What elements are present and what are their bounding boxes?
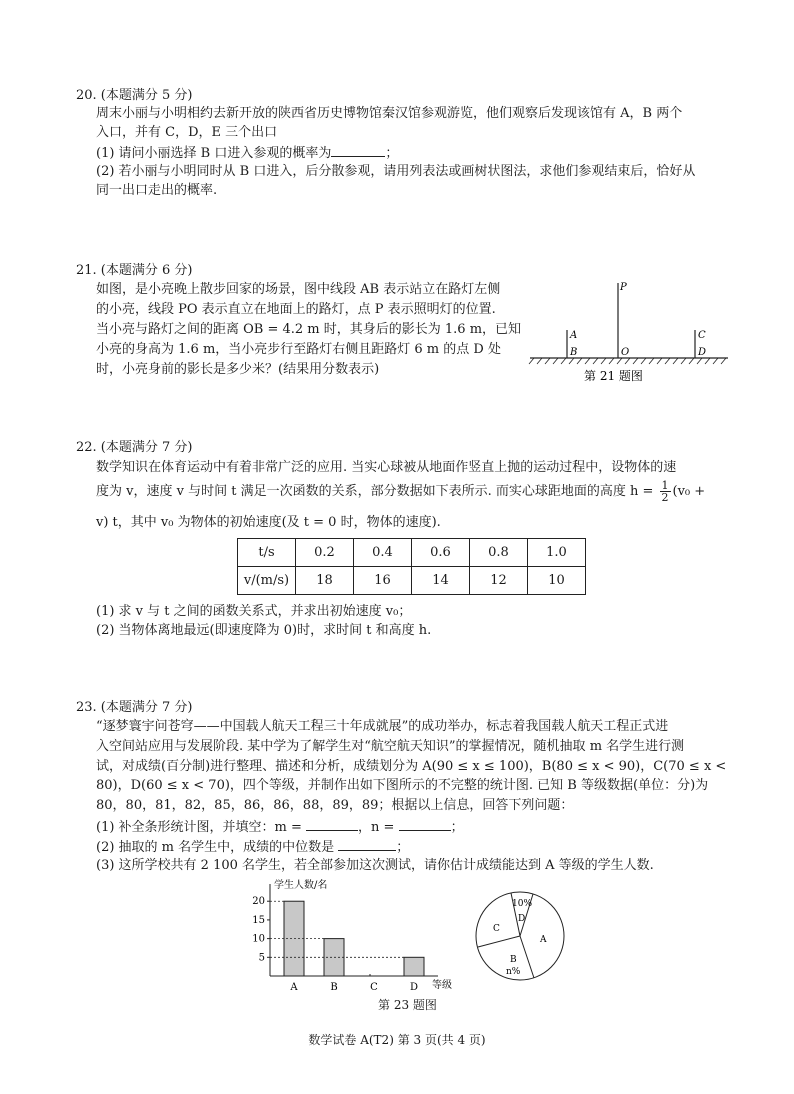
q22-line2-text: 度为 v，速度 v 与时间 t 满足一次函数的关系，部分数据如下表所示. 而实心球距地面的高度 h = [96,484,654,499]
pie-chart [470,886,570,986]
q21-line: 的小亮，线段 PO 表示直立在地面上的路灯，点 P 表示照明灯的位置. [96,302,496,317]
y-tick-label: 5 [258,952,265,964]
q21-caption: 第 21 题图 [584,369,643,383]
table-header-v: v/(m/s) [238,567,296,595]
x-tick-label: D [409,982,419,993]
pie-divider [478,936,520,947]
label-D: D [698,347,707,358]
table-row [238,539,586,567]
page-footer: 数学试卷 A(T2) 第 3 页(共 4 页) [308,1033,486,1047]
q23-part1-n: ，n = [358,820,395,835]
q22-header: 22. (本题满分 7 分) [76,440,193,455]
bar-D [404,957,424,976]
q23-part2-end: ； [396,840,410,855]
q22-part1: (1) 求 v 与 t 之间的函数关系式，并求出初始速度 v₀； [96,604,412,619]
q21-figure [522,278,732,408]
q22-line2-end: (v₀ + [672,484,706,499]
table-cell: 0.6 [412,539,470,567]
pie-label-n: n% [506,967,521,977]
q23-line: 80，80，81，82，85，86，86，88，89，89；根据以上信息，回答下列问题： [96,798,574,813]
frac-numerator: 1 [661,479,669,492]
pie-label-B: B [510,955,517,965]
q23-part1-end: ； [450,820,464,835]
q23-line: “逐梦寰宇问苍穹——中国载人航天工程三十年成就展”的成功举办，标志着我国载人航天工程正式进 [96,719,669,734]
table-cell: 18 [296,567,354,595]
label-P: P [620,282,627,293]
bar-chart [240,878,470,996]
q22-line3: v) t，其中 v₀ 为物体的初始速度(及 t = 0 时，物体的速度). [96,515,441,530]
q20-part2-line1: (2) 若小丽与小明同时从 B 口进入，后分散参观，请用列表法或画树状图法，求他们参观结束后，恰好从 [96,164,696,179]
fraction-one-half [660,480,671,503]
q21-line: 如图，是小亮晚上散步回家的场景，图中线段 AB 表示站立在路灯左侧 [96,282,501,297]
table-cell: 0.8 [470,539,528,567]
q23-part1-text: (1) 补全条形统计图，并填空：m = [96,820,302,835]
table-cell: 16 [354,567,412,595]
x-tick-label: B [330,982,338,993]
y-tick-label: 10 [252,933,265,945]
median-answer-blank[interactable] [338,839,396,851]
n-answer-blank[interactable] [399,819,451,831]
q22-line2 [96,480,705,504]
q20-part1-end: ； [385,146,399,161]
table-cell: 1.0 [528,539,586,567]
pie-label-A: A [540,935,547,945]
q23-part2 [96,839,409,855]
y-axis-label: 学生人数/名 [274,880,328,891]
y-tick-label: 20 [252,896,265,908]
q23-part2-text: (2) 抽取的 m 名学生中，成绩的中位数是 [96,840,335,855]
pie-label-C: C [493,924,500,934]
q21-header: 21. (本题满分 6 分) [76,263,193,278]
q23-caption: 第 23 题图 [378,998,437,1012]
q22-part2: (2) 当物体离地最远(即速度降为 0)时，求时间 t 和高度 h. [96,623,432,638]
q20-part1 [96,145,398,161]
table-row [238,567,586,595]
table-header-t: t/s [238,539,296,567]
ground-hatching [529,358,726,364]
table-cell: 14 [412,567,470,595]
q23-part1 [96,819,464,835]
frac-denominator: 2 [661,491,669,504]
y-tick-label: 15 [252,914,265,926]
q20-part1-text: (1) 请问小丽选择 B 口进入参观的概率为 [96,146,332,161]
x-axis-label: 等级 [432,980,452,991]
label-A: A [570,330,578,341]
velocity-table [237,538,586,595]
table-cell: 10 [528,567,586,595]
x-tick-label: A [290,982,298,993]
q21-line: 当小亮与路灯之间的距离 OB = 4.2 m 时，其身后的影长为 1.6 m，已知 [96,322,522,337]
x-tick-label: C [370,982,378,993]
q23-line: 80)，D(60 ≤ x < 70)，四个等级，并制作出如下图所示的不完整的统计图. 已知 B 等级数据(单位：分)为 [96,778,709,793]
q20-answer-blank[interactable] [331,145,385,157]
q23-part3: (3) 这所学校共有 2 100 名学生，若全部参加这次测试，请你估计成绩能达到 A 等级的学生人数. [96,858,654,873]
q20-header: 20. (本题满分 5 分) [76,88,193,103]
q23-line: 试，对成绩(百分制)进行整理、描述和分析，成绩划分为 A(90 ≤ x ≤ 100)，B(80 ≤ x < 90)，C(70 ≤ x < [96,759,727,774]
table-cell: 12 [470,567,528,595]
q20-part2-line2: 同一出口走出的概率. [96,183,218,198]
q23-header: 23. (本题满分 7 分) [76,700,193,715]
q20-line2: 入口，并有 C，D，E 三个出口 [96,125,278,140]
label-O: O [621,347,630,358]
q23-line: 入空间站应用与发展阶段. 某中学为了解学生对“航空航天知识”的掌握情况，随机抽取 m 名学生进行测 [96,739,685,754]
q21-line: 时，小亮身前的影长是多少米？(结果用分数表示) [96,362,380,377]
q21-line: 小亮的身高为 1.6 m，当小亮步行至路灯右侧且距路灯 6 m 的点 D 处 [96,342,501,357]
q20-line1: 周末小丽与小明相约去新开放的陕西省历史博物馆秦汉馆参观游览，他们观察后发现该馆有 A，B 两个 [96,106,683,121]
table-cell: 0.2 [296,539,354,567]
q22-line1: 数学知识在体育运动中有着非常广泛的应用. 当实心球被从地面作竖直上抛的运动过程中，设物体的速 [96,460,677,475]
pie-divider [520,936,534,978]
pie-label-pct: 10% [512,899,533,909]
m-answer-blank[interactable] [306,819,358,831]
pie-label-D: D [518,914,526,924]
label-B: B [570,347,578,358]
table-cell: 0.4 [354,539,412,567]
label-C: C [698,330,706,341]
